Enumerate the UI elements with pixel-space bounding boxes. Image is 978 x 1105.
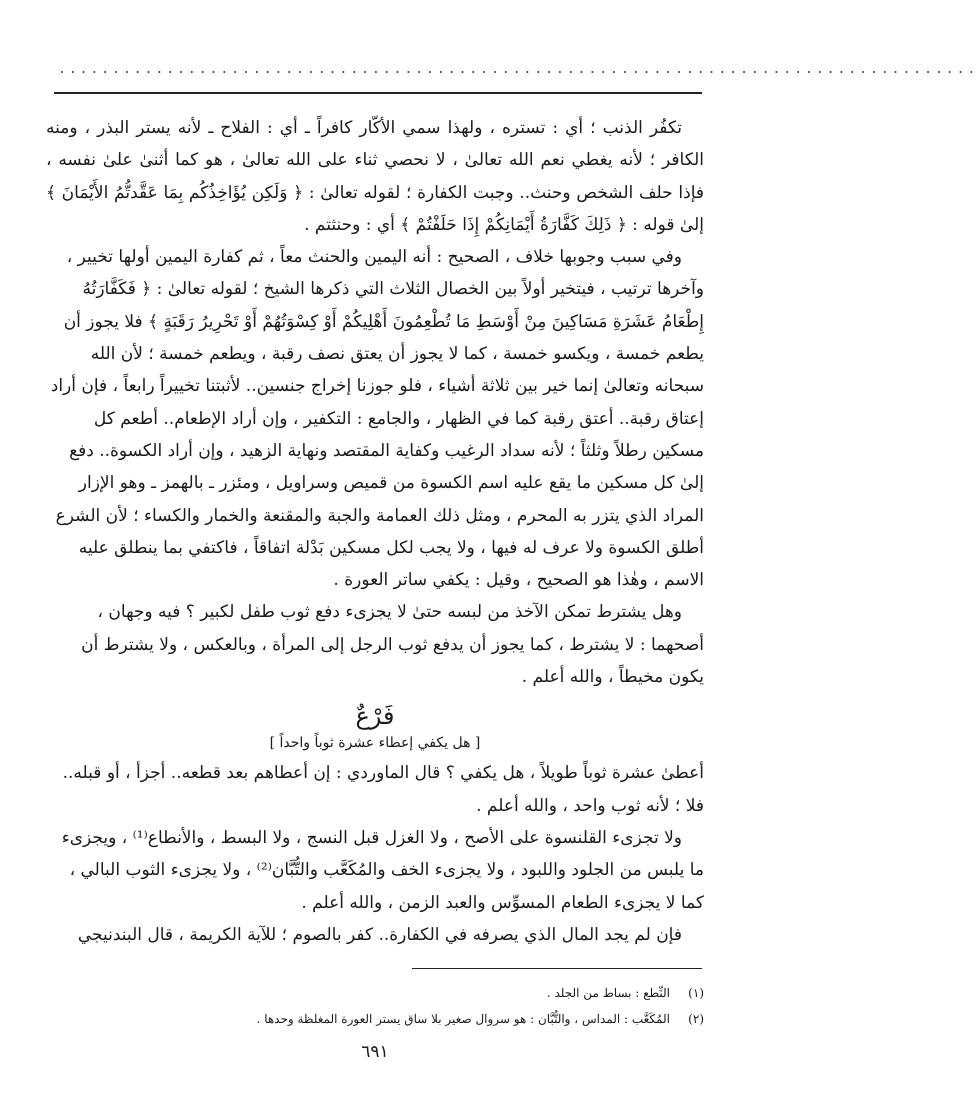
paragraph: تكفُر الذنب ؛ أي : تستره ، ولهذا سمي الأكّار كافراً ـ أي : الفلاح ـ لأنه يستر البذر ، ومنه الكافر ؛ لأنه يغطي نعم الله تعالىٰ ، لا نحصي ثناء على الله تعالىٰ ، هو كما أثنىٰ علىٰ نفسه ، فإذا حلف الشخص وحنث.. وجبت الكفارة ؛ لقوله تعالىٰ : ﴿ وَلَكِن يُؤَاخِذُكُم بِمَا عَقَّدتُّمُ الأَيْمَانَ ﴾ إلىٰ قوله : ﴿ ذَلِكَ كَفَّارَةُ أَيْمَانِكُمْ إِذَا حَلَفْتُمْ ﴾ أي : وحنثتم . bbox=[46, 118, 704, 235]
main-text bbox=[46, 112, 704, 951]
paragraph: وفي سبب وجوبها خلاف ، الصحيح : أنه اليمين والحنث معاً ، ثم كفارة اليمين أولها تخيير ، وآخرها ترتيب ، فيتخير أولاً بين الخصال الثلاث التي ذكرها الشيخ ؛ لقوله تعالىٰ : ﴿ فَكَفَّارَتُهُ إِطْعَامُ عَشَرَةِ مَسَاكِينَ مِنْ أَوْسَطِ مَا تُطْعِمُونَ أَهْلِيكُمْ أَوْ كِسْوَتُهُمْ أَوْ تَحْرِيرُ رَقَبَةٍ ﴾ فلا يجوز أن يطعم خمسة ، ويكسو خمسة ، كما لا يجوز أن يعتق نصف رقبة ، ويطعم خمسة ؛ لأن الله سبحانه وتعالىٰ إنما خير بين ثلاثة أشياء ، فلو جوزنا إخراج جنسين.. لأثبتنا تخييراً رابعاً ، فإن أراد إعتاق رقبة.. أعتق رقبة كما في الظهار ، والجامع : التكفير ، وإن أراد الإطعام.. أطعم كل مسكين رطلاً وثلثاً ؛ لأنه سداد الرغيب وكفاية المقتصد ونهاية الزهيد ، وإن أراد الكسوة.. دفع إلىٰ كل مسكين ما يقع عليه اسم الكسوة من قميص وسراويل ، ومئزر ـ بالهمز ـ وهو الإزار المراد الذي يتزر به المحرم ، ومثل ذلك العمامة والجبة والمقنعة والخمار والكساء ؛ لأن الشرع أطلق الكسوة ولا عرف له فيها ، ولا يجب لكل مسكين بَدْلة اتفاقاً ، فاكتفي بما ينطلق عليه الاسم ، وهٰذا هو الصحيح ، وقيل : يكفي ساتر العورة . bbox=[50, 247, 704, 591]
footnotes bbox=[46, 980, 704, 1032]
footnote-number: (٢) bbox=[688, 1012, 704, 1026]
paragraph: فإن لم يجد المال الذي يصرفه في الكفارة.. كفر بالصوم ؛ للآية الكريمة ، قال البندنيجي bbox=[77, 924, 682, 945]
footnote-number: (١) bbox=[688, 986, 704, 1000]
paragraph: وهل يشترط تمكن الآخذ من لبسه حتىٰ لا يجزىء دفع ثوب طفل لكبير ؟ فيه وجهان ، أصحهما : لا يشترط ، كما يجوز أن يدفع ثوب الرجل إلى المرأة ، وبالعكس ، ولا يشترط أن يكون مخيطاً ، والله أعلم . bbox=[81, 602, 704, 688]
header-dots: ..................................................................................... bbox=[58, 62, 978, 77]
paragraph: أعطىٰ عشرة ثوباً طويلاً ، هل يكفي ؟ قال الماوردي : إن أعطاهم بعد قطعه.. أجزأ ، أو قبله.. فلا ؛ لأنه ثوب واحد ، والله أعلم . bbox=[62, 763, 704, 816]
footnote bbox=[46, 980, 704, 1006]
footnote-rule bbox=[412, 968, 702, 969]
section-heading bbox=[46, 701, 704, 755]
section-subtitle: [ هل يكفي إعطاء عشرة ثوباً واحداً ] bbox=[269, 735, 481, 752]
header-rule bbox=[54, 92, 702, 94]
footnote bbox=[46, 1006, 704, 1032]
page-number: ٦٩١ bbox=[361, 1042, 389, 1062]
footnote-text: المُكَعَّب : المداس ، والتُّبَّان : هو سروال صغير بلا ساق يستر العورة المغلظة وحدها . bbox=[256, 1012, 670, 1026]
paragraph: ولا تجزىء القلنسوة على الأصح ، ولا الغزل قبل النسج ، ولا البسط ، والأنطاع⁽¹⁾ ، ويجزىء ما يلبس من الجلود واللبود ، ولا يجزىء الخف والمُكَعَّب والتُّبَّان⁽²⁾ ، ولا يجزىء الثوب البالي ، كما لا يجزىء الطعام المسوِّس والعبد الزمن ، والله أعلم . bbox=[61, 827, 704, 913]
section-title: فَرْعٌ bbox=[355, 702, 395, 731]
footnote-text: النِّطع : بساط من الجلد . bbox=[546, 986, 670, 1000]
